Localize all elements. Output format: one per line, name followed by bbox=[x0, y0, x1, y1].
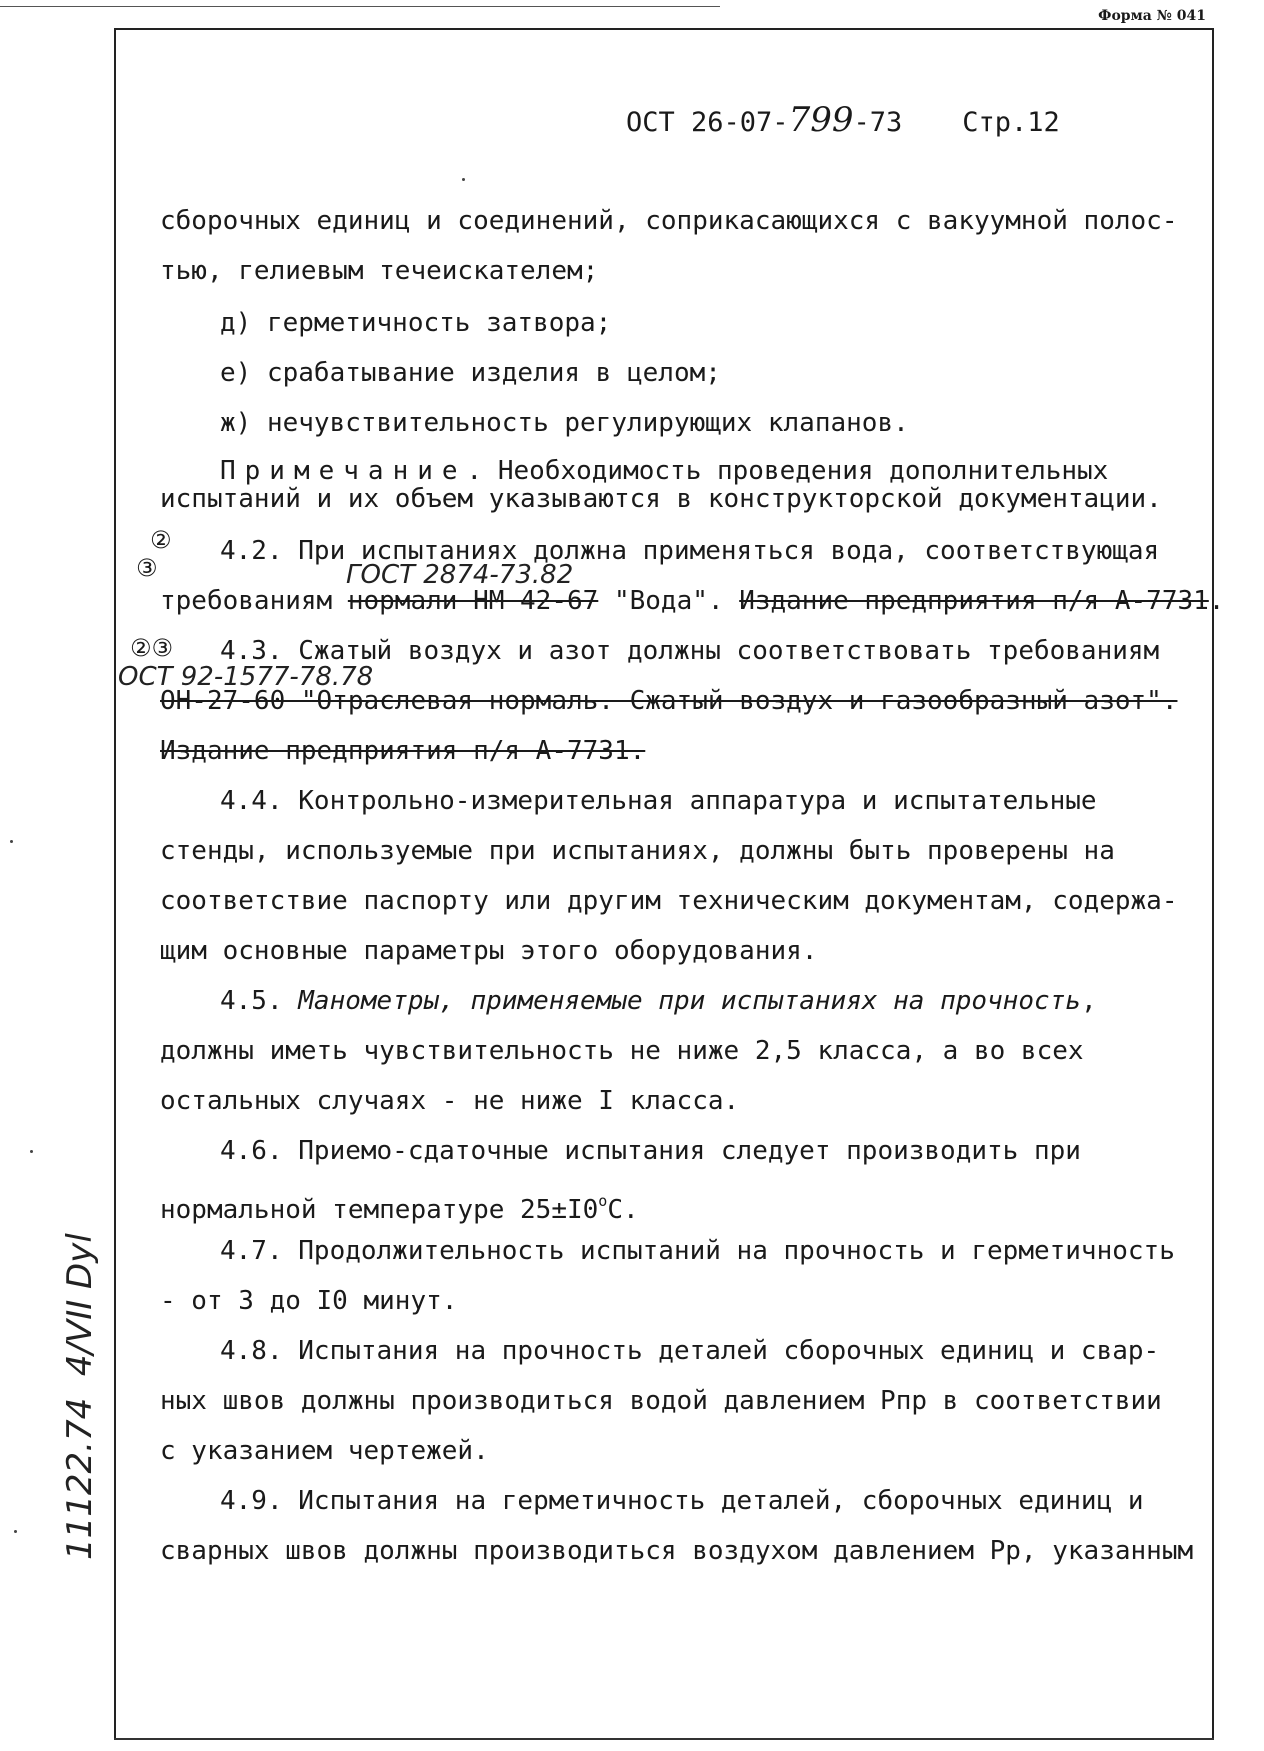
text-line: тью, гелиевым течеискателем; bbox=[160, 256, 599, 286]
italic-text: Манометры, применяемые при испытаниях на прочность bbox=[298, 986, 1081, 1016]
clause-4-2: 4.2. При испытаниях должна применяться вода, соответствующая bbox=[220, 536, 1160, 566]
revision-mark-3: ③ bbox=[136, 554, 158, 582]
form-label: Форма № 041 bbox=[1098, 8, 1206, 24]
revision-mark-2-3: ②③ bbox=[130, 634, 174, 662]
struck-text: Издание предприятия п/я А-7731 bbox=[739, 586, 1209, 616]
text-line: остальных случаях - не ниже I класса. bbox=[160, 1086, 740, 1116]
frame-top-border bbox=[116, 28, 1214, 30]
clause-4-4: 4.4. Контрольно-измерительная аппаратура и испытательные bbox=[220, 786, 1097, 816]
clause-4-3: 4.3. Сжатый воздух и азот должны соответствовать требованиям bbox=[220, 636, 1160, 666]
doc-suffix: -73 bbox=[853, 107, 903, 138]
scan-speck bbox=[10, 840, 13, 843]
text-span: 4.5. bbox=[220, 986, 299, 1016]
handwritten-side-stamp: 11122.74 4/VII Dyl bbox=[60, 1233, 100, 1560]
temperature-line bbox=[160, 1186, 639, 1225]
frame-right-border bbox=[1212, 28, 1214, 1740]
text-span: , bbox=[1080, 986, 1097, 1016]
list-item-d: д) герметичность затвора; bbox=[220, 308, 612, 338]
clause-4-9: 4.9. Испытания на герметичность деталей, сборочных единиц и bbox=[220, 1486, 1144, 1516]
doc-prefix: ОСТ 26-07- bbox=[626, 107, 789, 138]
struck-text: ОН-27-60 "Отраслевая нормаль. Сжатый воздух и газообразный азот". bbox=[160, 686, 1178, 716]
text-span: С. bbox=[607, 1195, 639, 1225]
struck-text: нормали НМ 42-67 bbox=[347, 586, 599, 616]
struck-text: Издание предприятия п/я А-7731. bbox=[160, 736, 646, 766]
clause-4-8: 4.8. Испытания на прочность деталей сборочных единиц и свар- bbox=[220, 1336, 1160, 1366]
handwritten-gost-correction: ГОСТ 2874-73.82 bbox=[346, 560, 574, 590]
text-line: - от 3 до I0 минут. bbox=[160, 1286, 458, 1316]
text-line: соответствие паспорту или другим техническим документам, содержа- bbox=[160, 886, 1178, 916]
doc-number-handwritten: 799 bbox=[788, 100, 854, 140]
scan-speck bbox=[14, 1530, 17, 1533]
clause-4-6: 4.6. Приемо-сдаточные испытания следует производить при bbox=[220, 1136, 1081, 1166]
page-number: Стр.12 bbox=[962, 107, 1060, 138]
top-rule bbox=[0, 6, 720, 7]
text-line: ных швов должны производиться водой давлением Рпр в соответствии bbox=[160, 1386, 1162, 1416]
note-line bbox=[220, 456, 1108, 486]
text-span: требованиям bbox=[160, 586, 348, 616]
note-line-2: испытаний и их объем указываются в конструкторской документации. bbox=[160, 484, 1162, 514]
clause-4-2-line-2 bbox=[160, 586, 1224, 616]
text-span: нормальной температуре 25±I0 bbox=[160, 1195, 599, 1225]
clause-4-5 bbox=[220, 986, 1097, 1016]
text-line: с указанием чертежей. bbox=[160, 1436, 489, 1466]
text-span: . bbox=[1208, 586, 1225, 616]
text-line: стенды, используемые при испытаниях, должны быть проверены на bbox=[160, 836, 1115, 866]
handwritten-ost-correction: ОСТ 92-1577-78.78 bbox=[118, 662, 374, 692]
note-text: . Необходимость проведения дополнительных bbox=[466, 456, 1109, 486]
frame-left-border bbox=[114, 28, 116, 1740]
text-span: "Вода". bbox=[598, 586, 740, 616]
text-line: щим основные параметры этого оборудования. bbox=[160, 936, 818, 966]
scan-speck bbox=[462, 178, 465, 181]
document-header bbox=[626, 100, 1060, 140]
list-item-e: е) срабатывание изделия в целом; bbox=[220, 358, 721, 388]
list-item-zh: ж) нечувствительность регулирующих клапанов. bbox=[220, 408, 909, 438]
clause-4-7: 4.7. Продолжительность испытаний на прочность и герметичность bbox=[220, 1236, 1175, 1266]
revision-mark-2: ② bbox=[150, 526, 172, 554]
frame-bottom-border bbox=[114, 1738, 1214, 1740]
scan-speck bbox=[30, 1150, 33, 1153]
text-line: сварных швов должны производиться воздухом давлением Рр, указанным bbox=[160, 1536, 1194, 1566]
degree-sign: o bbox=[598, 1192, 608, 1210]
text-line: должны иметь чувствительность не ниже 2,5 класса, а во всех bbox=[160, 1036, 1084, 1066]
note-label: Примечание bbox=[220, 456, 467, 486]
text-line: сборочных единиц и соединений, соприкасающихся с вакуумной полос- bbox=[160, 206, 1178, 236]
